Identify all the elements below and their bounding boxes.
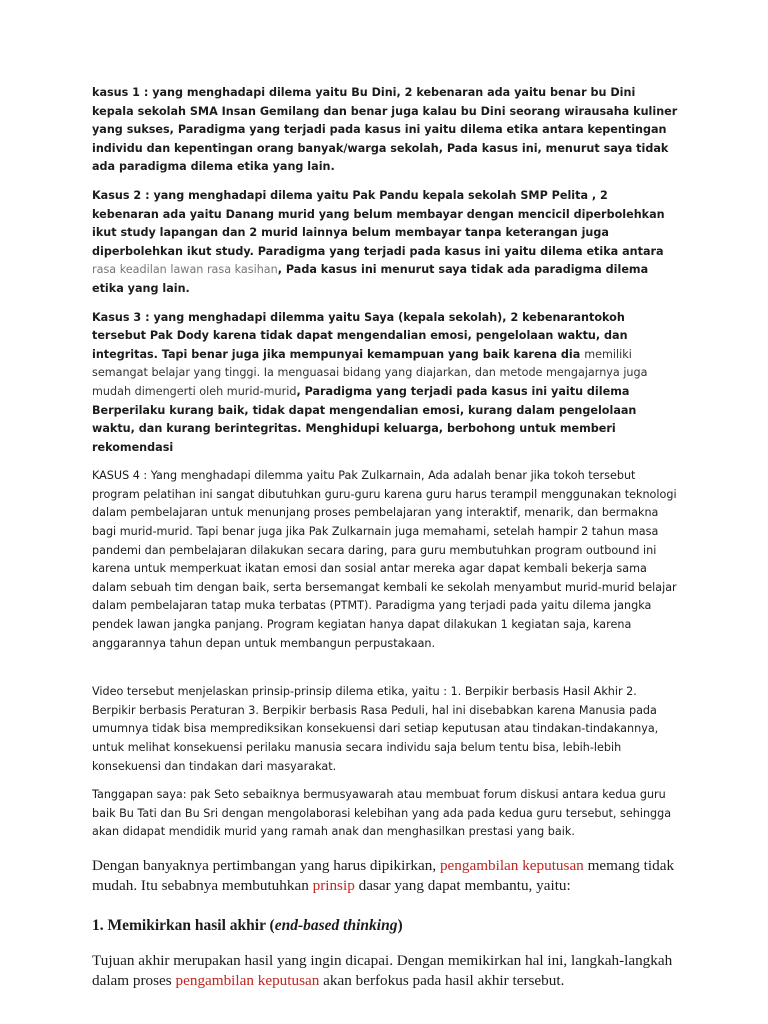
- link-pengambilan-keputusan-2[interactable]: pengambilan keputusan: [175, 971, 320, 989]
- paragraph-tanggapan: Tanggapan saya: pak Seto sebaiknya bermusyawarah atau membuat forum diskusi antara kedua guru baik Bu Tati dan Bu Sri dengan mengolaborasi kelebihan yang ada pada kedua guru tersebut, sehingga akan didapat mendidik murid yang ramah anak dan menghasilkan prestasi yang baik.: [92, 788, 672, 839]
- kasus-3-text-quote: memiliki semangat belajar yang tinggi. Ia menguasai bidang yang diajarkan, dan metode mengajarnya juga mudah dimengerti oleh murid-murid: [92, 347, 648, 398]
- kasus-2-text-c: , Pada kasus ini menurut saya tidak ada paradigma dilema etika yang lain.: [92, 263, 649, 295]
- heading-text-a: 1. Memikirkan hasil akhir (: [92, 916, 275, 934]
- kasus-3-text-a: Kasus 3 : yang menghadapi dilemma yaitu Saya (kepala sekolah), 2 kebenarantokoh tersebut Pak Dody karena tidak dapat mengendalian emosi, pengelolaan waktu, dan integritas. Tapi benar juga jika mempunyai kemampuan yang baik karena dia: [92, 310, 628, 361]
- paragraph-serif-intro: [92, 856, 678, 896]
- link-pengambilan-keputusan[interactable]: pengambilan keputusan: [439, 856, 584, 874]
- paragraph-kasus-2: [92, 187, 678, 299]
- document-page: [92, 84, 678, 991]
- link-prinsip[interactable]: prinsip: [312, 876, 355, 894]
- kasus-2-text-a: Kasus 2 : yang menghadapi dilema yaitu Pak Pandu kepala sekolah SMP Pelita , 2 kebenaran ada yaitu Danang murid yang belum membayar dengan mencicil diperbolehkan ikut study lapangan dan 2 murid lainnya belum membayar tanpa keterangan juga diperbolehkan ikut study. Paradigma yang terjadi pada kasus ini yaitu dilema etika antara: [92, 188, 665, 258]
- serif-intro-a: Dengan banyaknya pertimbangan yang harus dipikirkan,: [92, 856, 440, 874]
- kasus-3-text-c: , Paradigma yang terjadi pada kasus ini yaitu dilema Berperilaku kurang baik, tidak dapat mengendalian emosi, kurang dalam pengelolaan waktu, dan kurang berintegritas. Menghidupi keluarga, berbohong untuk memberi rekomendasi: [92, 384, 637, 454]
- kasus-2-text-highlight: rasa keadilan lawan rasa kasihan: [92, 263, 278, 277]
- heading-text-c: ): [397, 916, 403, 934]
- paragraph-serif-tujuan: [92, 951, 678, 991]
- section-heading: [92, 916, 678, 936]
- serif-tujuan-c: akan berfokus pada hasil akhir tersebut.: [319, 971, 565, 989]
- serif-intro-e: dasar yang dapat membantu, yaitu:: [354, 876, 571, 894]
- paragraph-video: Video tersebut menjelaskan prinsip-prinsip dilema etika, yaitu : 1. Berpikir berbasis Hasil Akhir 2. Berpikir berbasis Peraturan 3. Berpikir berbasis Rasa Peduli, hal ini disebabkan karena Manusia pada umumnya tidak bisa memprediksikan konsekuensi dari setiap keputusan atau tindakan-tindakannya, untuk melihat konsekuensi perilaku manusia secara individu saja belum tentu bisa, lebih-lebih konsekuensi dan tindakan dari masyarakat.: [92, 685, 659, 773]
- paragraph-kasus-3: [92, 309, 678, 458]
- serif-tujuan-a: Tujuan akhir merupakan hasil yang ingin dicapai. Dengan memikirkan hal ini, langkah-langkah dalam proses: [92, 951, 673, 989]
- serif-intro-c: memang tidak mudah. Itu sebabnya membutuhkan: [92, 856, 675, 894]
- paragraph-kasus-4: KASUS 4 : Yang menghadapi dilemma yaitu Pak Zulkarnain, Ada adalah benar jika tokoh tersebut program pelatihan ini sangat dibutuhkan guru-guru karena guru harus terampil menggunakan teknologi dalam pembelajaran untuk menunjang proses pembelajaran yang interaktif, menarik, dan bermakna bagi murid-murid. Tapi benar juga jika Pak Zulkarnain juga memahami, setelah hampir 2 tahun masa pandemi dan pembelajaran dilakukan secara daring, para guru membutuhkan program outbound ini karena untuk memperkuat ikatan emosi dan sosial antar mereka agar dapat kembali bekerja sama dalam sebuah tim dengan baik, serta bersemangat kembali ke sekolah menyambut murid-murid belajar dalam pembelajaran tatap muka terbatas (PTMT). Paradigma yang terjadi pada yaitu dilema jangka pendek lawan jangka panjang. Program kegiatan hanya dapat dilakukan 1 kegiatan saja, karena anggarannya tahun depan untuk membangun perpustakaan.: [92, 469, 677, 650]
- paragraph-kasus-1: kasus 1 : yang menghadapi dilema yaitu Bu Dini, 2 kebenaran ada yaitu benar bu Dini kepala sekolah SMA Insan Gemilang dan benar juga kalau bu Dini seorang wirausaha kuliner yang sukses, Paradigma yang terjadi pada kasus ini yaitu dilema etika antara kepentingan individu dan kepentingan orang banyak/warga sekolah, Pada kasus ini, menurut saya tidak ada paradigma dilema etika yang lain.: [92, 86, 678, 174]
- heading-text-italic: end-based thinking: [274, 916, 398, 934]
